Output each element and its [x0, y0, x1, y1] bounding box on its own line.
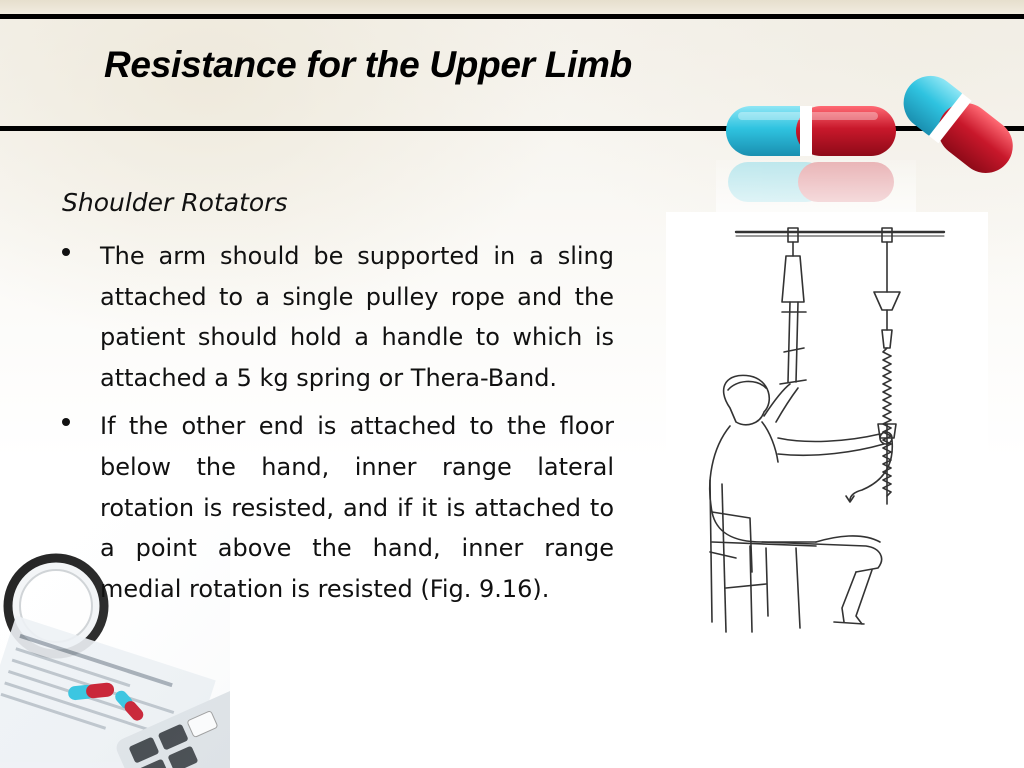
capsule-horizontal — [726, 106, 896, 156]
pulley-illustration — [666, 212, 988, 652]
top-band — [0, 0, 1024, 14]
bullet-item — [58, 406, 614, 609]
pulley-exercise-figure — [666, 212, 988, 652]
bullet-dot-icon — [62, 248, 70, 256]
section-subtitle: Shoulder Rotators — [62, 188, 288, 217]
bullet-item — [58, 236, 614, 398]
capsules-decoration — [716, 64, 1024, 224]
bullet-list — [58, 236, 614, 617]
bullet-text: If the other end is attached to the floor below the hand, inner range lateral rotation is resisted, and if it is attached to a point above the hand, inner range medial rotation is resisted (Fig. 9.16). — [100, 412, 614, 603]
bullet-dot-icon — [62, 418, 70, 426]
slide-title: Resistance for the Upper Limb — [104, 44, 632, 85]
bullet-text: The arm should be supported in a sling attached to a single pulley rope and the patient should hold a handle to which is attached a 5 kg spring or Thera-Band. — [100, 242, 614, 392]
title-rule-top — [0, 14, 1024, 19]
